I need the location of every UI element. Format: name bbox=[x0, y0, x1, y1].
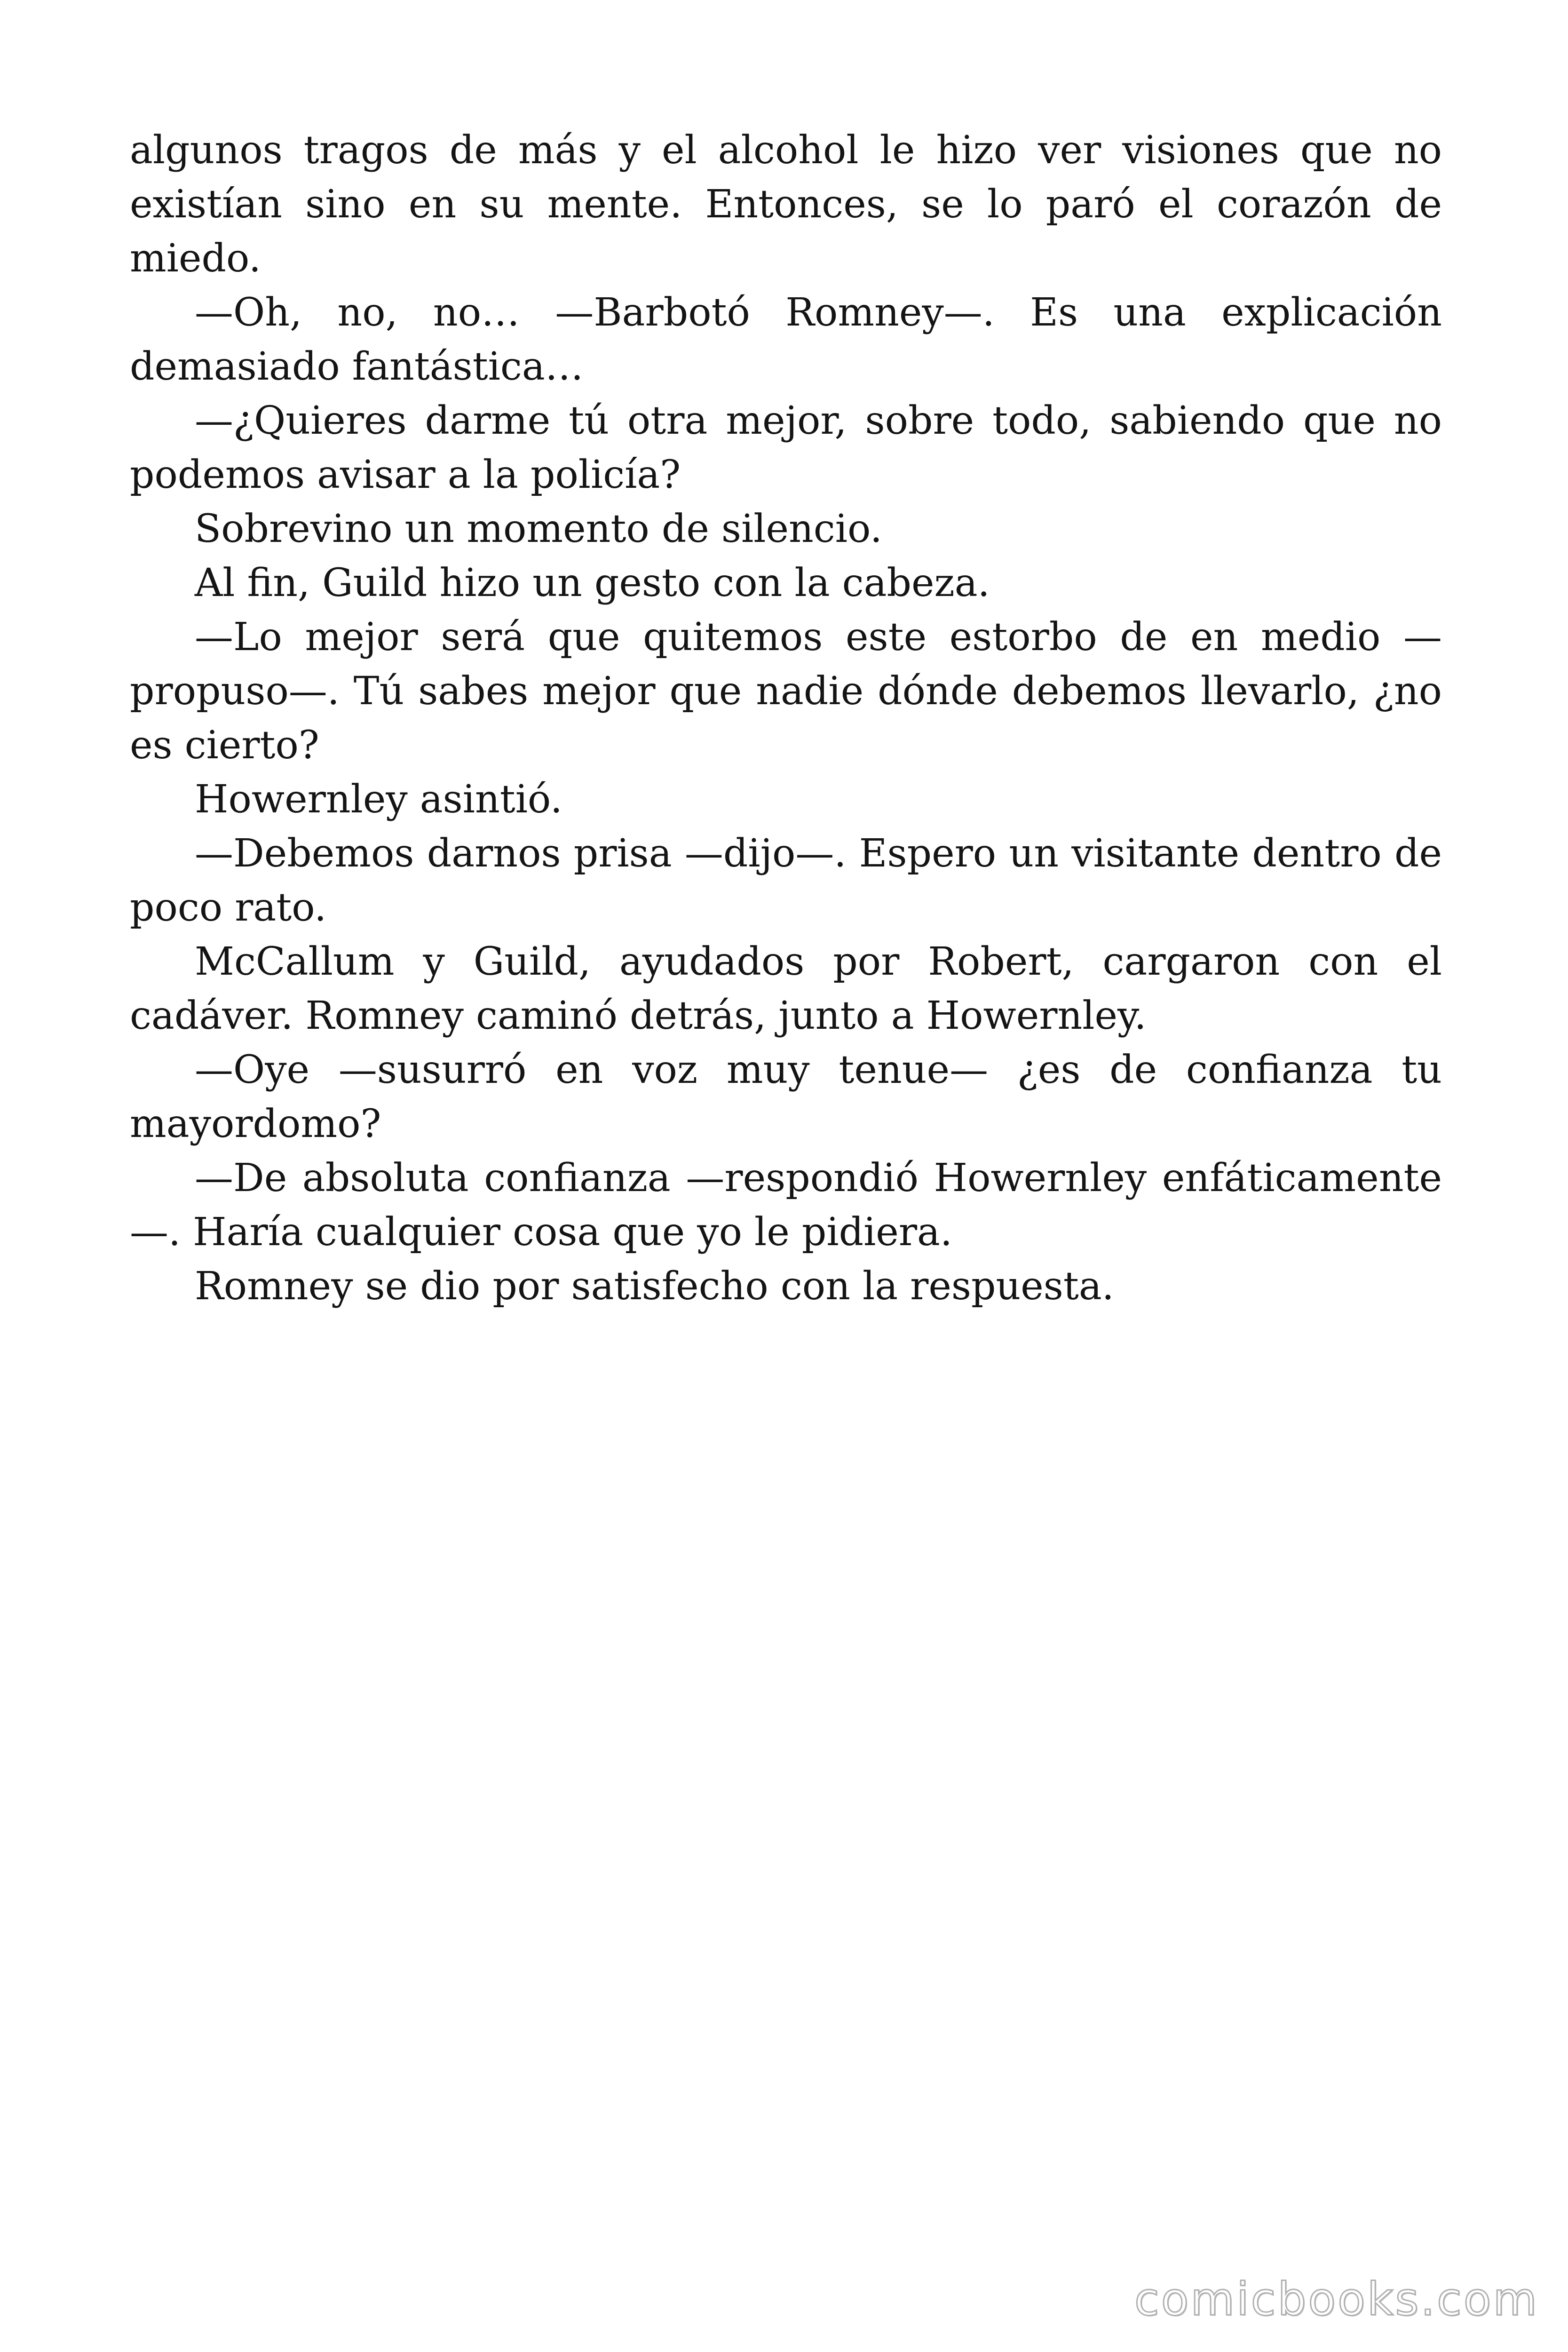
paragraph: Romney se dio por satisfecho con la respuesta. bbox=[195, 1264, 1114, 1309]
paragraph: Sobrevino un momento de silencio. bbox=[195, 507, 882, 551]
paragraph: —Lo mejor será que quitemos este estorbo de en medio —propuso—. Tú sabes mejor que nadie dónde debemos llevarlo, ¿no es cierto? bbox=[130, 615, 1442, 768]
paragraph: —De absoluta confianza —respondió Howernley enfáticamente —. Haría cualquier cosa que yo le pidiera. bbox=[130, 1156, 1442, 1255]
paragraph: —¿Quieres darme tú otra mejor, sobre todo, sabiendo que no podemos avisar a la policía? bbox=[130, 398, 1442, 497]
paragraph: Al fin, Guild hizo un gesto con la cabeza. bbox=[195, 561, 990, 605]
paragraph: Howernley asintió. bbox=[195, 777, 562, 822]
paragraph: McCallum y Guild, ayudados por Robert, cargaron con el cadáver. Romney caminó detrás, junto a Howernley. bbox=[130, 939, 1442, 1038]
paragraph: algunos tragos de más y el alcohol le hizo ver visiones que no existían sino en su mente. Entonces, se lo paró el corazón de miedo. bbox=[130, 128, 1442, 281]
paragraph: —Oye —susurró en voz muy tenue— ¿es de confianza tu mayordomo? bbox=[130, 1048, 1442, 1146]
body-text bbox=[130, 123, 1442, 1313]
paragraph: —Oh, no, no… —Barbotó Romney—. Es una explicación demasiado fantástica… bbox=[130, 290, 1442, 389]
watermark: comicbooks.com bbox=[1134, 2273, 1539, 2326]
paragraph: —Debemos darnos prisa —dijo—. Espero un visitante dentro de poco rato. bbox=[130, 831, 1442, 930]
